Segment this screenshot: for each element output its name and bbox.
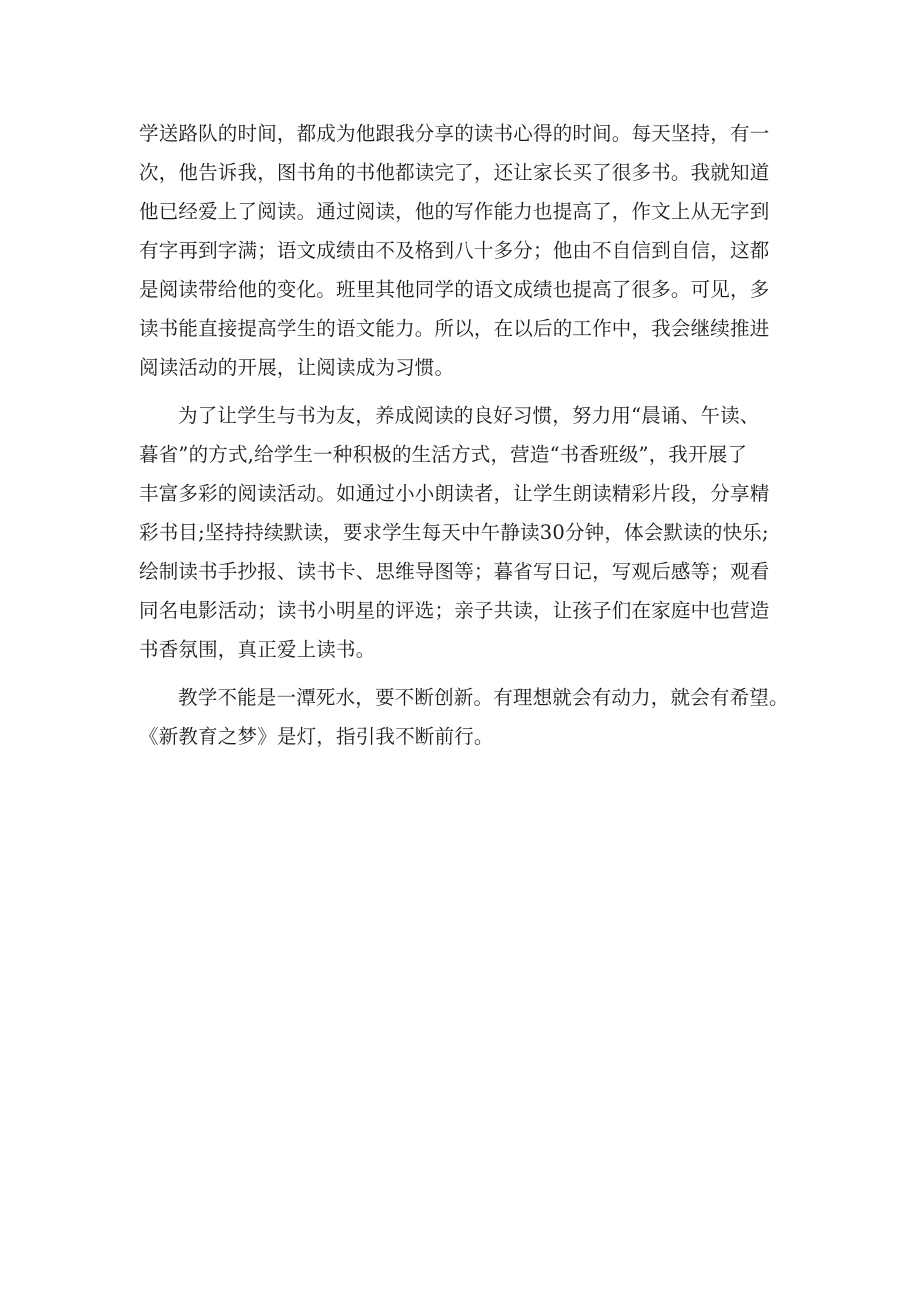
paragraph-gap	[139, 669, 799, 678]
paragraph-2	[139, 396, 799, 669]
paragraph-line: 《新教育之梦》是灯，指引我不断前行。	[139, 725, 494, 748]
paragraph-line: 同名电影活动；读书小明星的评选；亲子共读，让孩子们在家庭中也营造	[139, 599, 770, 622]
paragraph-line: 丰富多彩的阅读活动。如通过小小朗读者，让学生朗读精彩片段，分享精	[139, 482, 770, 505]
paragraph-line: 他已经爱上了阅读。通过阅读，他的写作能力也提高了，作文上从无字到	[139, 200, 770, 223]
paragraph-line: 是阅读带给他的变化。班里其他同学的语文成绩也提高了很多。可见，多	[139, 278, 770, 301]
paragraph-line: 学送路队的时间，都成为他跟我分享的读书心得的时间。每天坚持，有一	[139, 122, 770, 145]
paragraph-3	[139, 678, 799, 756]
document-body	[139, 114, 799, 756]
paragraph-gap	[139, 387, 799, 396]
paragraph-line: 次，他告诉我，图书角的书他都读完了，还让家长买了很多书。我就知道	[139, 161, 770, 184]
paragraph-line: 教学不能是一潭死水，要不断创新。有理想就会有动力，就会有希望。	[178, 686, 789, 709]
paragraph-line: 读书能直接提高学生的语文能力。所以，在以后的工作中，我会继续推进	[139, 317, 770, 340]
paragraph-line: 绘制读书手抄报、读书卡、思维导图等；暮省写日记，写观后感等；观看	[139, 560, 770, 583]
paragraph-line: 彩书目;坚持持续默读，要求学生每天中午静读30分钟，体会默读的快乐;	[139, 521, 769, 544]
paragraph-line: 阅读活动的开展，让阅读成为习惯。	[139, 356, 455, 379]
paragraph-1	[139, 114, 799, 387]
paragraph-line: 有字再到字满；语文成绩由不及格到八十多分；他由不自信到自信，这都	[139, 239, 770, 262]
paragraph-line: 书香氛围，真正爱上读书。	[139, 638, 376, 661]
paragraph-line: 暮省”的方式,给学生一种积极的生活方式，营造“书香班级”，我开展了	[139, 443, 748, 466]
paragraph-line: 为了让学生与书为友，养成阅读的良好习惯，努力用“晨诵、午读、	[178, 404, 760, 427]
